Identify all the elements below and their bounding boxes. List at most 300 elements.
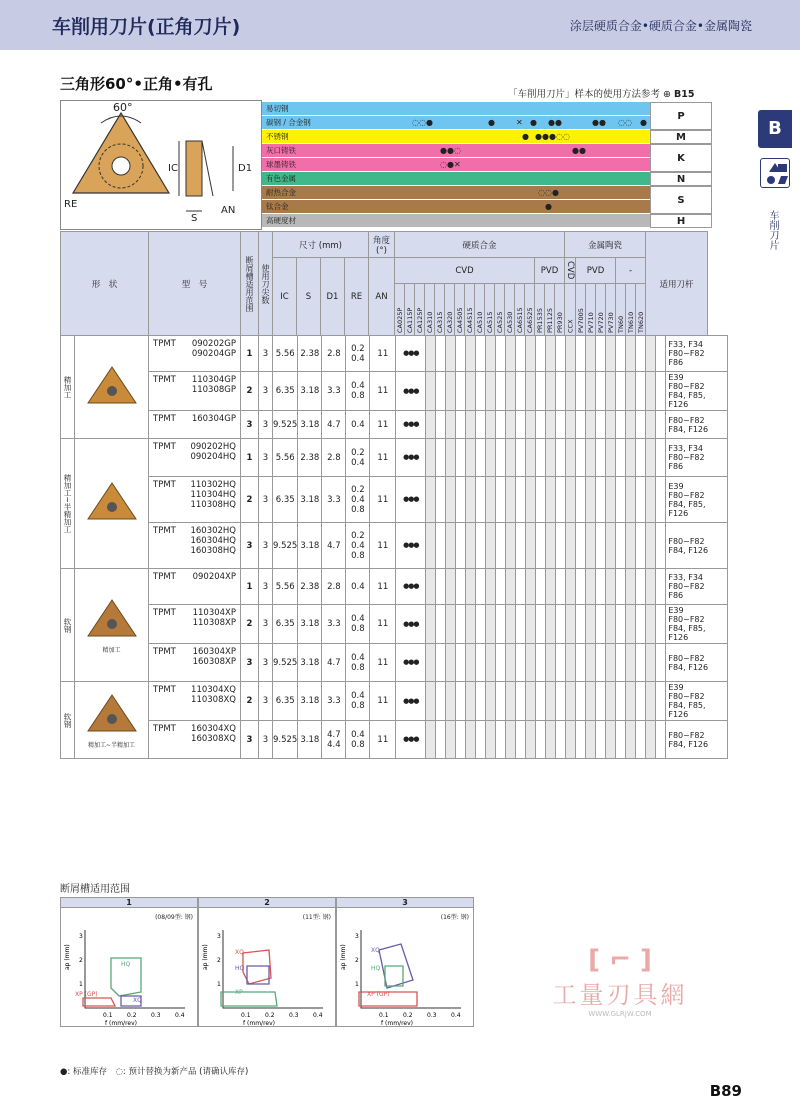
- grade-cell: [466, 523, 476, 569]
- grade-cell: [586, 644, 596, 682]
- an-value: 11: [370, 439, 396, 477]
- grade-cell: [436, 477, 446, 523]
- grade-header: CA115P: [405, 284, 415, 336]
- re-value: 0.2: [351, 484, 365, 495]
- model-cell: [149, 336, 241, 372]
- grade-cell: [646, 336, 656, 372]
- grade-cell: [646, 477, 656, 523]
- grade-cell: [426, 569, 436, 605]
- d1-value: 3.3: [322, 682, 346, 721]
- model-type: TPMT: [153, 442, 176, 452]
- grade-cell: [576, 477, 586, 523]
- material-rating: ◌◌: [618, 118, 632, 127]
- grade-cell: [436, 411, 446, 439]
- ic-value: 6.35: [273, 682, 298, 721]
- grade-header: PV720: [596, 284, 606, 336]
- holder-line: E39: [668, 373, 684, 382]
- material-rating: ●: [640, 118, 647, 127]
- table-row[interactable]: [61, 569, 728, 605]
- re-value: 0.2: [351, 343, 365, 354]
- model-code: 160304XQ: [191, 724, 236, 734]
- grade-cell: [566, 336, 576, 372]
- holder-cell: [666, 682, 728, 721]
- grade-cell: [626, 682, 636, 721]
- material-row: 有色金属: [262, 172, 650, 186]
- insert-shape-icon: [760, 158, 790, 188]
- grade-header: CA515: [485, 284, 495, 336]
- table-row[interactable]: [61, 439, 728, 477]
- grade-cell: [506, 439, 516, 477]
- grade-cell: [396, 682, 426, 721]
- corners-value: 3: [259, 605, 273, 644]
- table-row[interactable]: [61, 523, 728, 569]
- grade-cell: [616, 477, 626, 523]
- grade-cell: [546, 569, 556, 605]
- grade-cell: [446, 477, 456, 523]
- grade-header: CA510: [475, 284, 485, 336]
- page-header: [0, 0, 800, 50]
- grade-cell: [536, 644, 546, 682]
- d1-value: [322, 721, 346, 759]
- model-cell: [149, 605, 241, 644]
- grade-header: CA320: [445, 284, 455, 336]
- chart-number: 3: [337, 898, 473, 908]
- grade-cell: [396, 721, 426, 759]
- grade-cell: [546, 372, 556, 411]
- holder-line: F80~F82: [668, 692, 705, 701]
- material-group-p: P: [650, 102, 712, 130]
- holder-line: F84, F85, F126: [668, 624, 706, 642]
- holder-cell: [666, 721, 728, 759]
- grade-cell: [576, 569, 586, 605]
- material-rating: ●●◌: [440, 146, 461, 155]
- grade-cell: [506, 336, 516, 372]
- grade-cell: [396, 336, 426, 372]
- holder-line: F80~F82: [668, 415, 705, 425]
- grade-header: CCX: [565, 284, 576, 336]
- d1-value: 3.3: [322, 372, 346, 411]
- chip-range-label: HQ: [121, 961, 131, 968]
- grade-cell: [506, 411, 516, 439]
- table-row[interactable]: [61, 336, 728, 372]
- grade-cell: [516, 411, 526, 439]
- grade-cell: [516, 439, 526, 477]
- s-value: 3.18: [298, 682, 322, 721]
- re-cell: [346, 682, 370, 721]
- corners-value: 3: [259, 411, 273, 439]
- grade-cell: [496, 523, 506, 569]
- model-code: 110304HQ: [190, 490, 236, 500]
- grade-cell: [426, 336, 436, 372]
- y-tick: 2: [355, 957, 359, 964]
- grade-cell: [466, 644, 476, 682]
- col-chip-range: 断屑槽适用范围: [241, 232, 259, 336]
- y-tick: 3: [79, 933, 83, 940]
- grade-cell: [446, 336, 456, 372]
- x-tick: 0.1: [103, 1012, 113, 1019]
- x-axis-label: f (mm/rev): [243, 1020, 275, 1026]
- grade-cell: [636, 336, 646, 372]
- col-cvd2: CVD: [565, 258, 576, 284]
- grade-cell: [546, 644, 556, 682]
- grade-cell: [626, 477, 636, 523]
- material-group-s: S: [650, 186, 712, 214]
- chart-plot: [337, 908, 473, 1026]
- grade-cell: [656, 721, 666, 759]
- grade-cell: [466, 721, 476, 759]
- an-value: 11: [370, 569, 396, 605]
- material-group-k: K: [650, 144, 712, 172]
- ref-note[interactable]: [508, 86, 695, 100]
- corners-value: 3: [259, 439, 273, 477]
- grade-cell: [656, 569, 666, 605]
- page-subtitle: 涂层硬质合金•硬质合金•金属陶瓷: [569, 19, 752, 33]
- grade-cell: [576, 523, 586, 569]
- watermark-url: WWW.GLRJW.COM: [588, 1010, 652, 1018]
- s-value: 2.38: [298, 569, 322, 605]
- grade-cell: [526, 411, 536, 439]
- grade-cell: [476, 682, 486, 721]
- side-label: 车削刀片: [767, 210, 778, 250]
- insert-image: [75, 336, 149, 439]
- grade-cell: [626, 439, 636, 477]
- table-row[interactable]: [61, 682, 728, 721]
- grade-cell: [576, 336, 586, 372]
- grade-cell: [486, 477, 496, 523]
- model-cell: [149, 682, 241, 721]
- model-code: 160308XQ: [191, 734, 236, 744]
- grade-cell: [636, 605, 646, 644]
- grade-cell: [606, 644, 616, 682]
- grade-cell: [636, 372, 646, 411]
- grade-cell: [616, 372, 626, 411]
- chip-range-label: XQ: [133, 997, 142, 1004]
- grade-cell: [566, 569, 576, 605]
- holder-line: F80~F82: [668, 653, 705, 663]
- grade-cell: [556, 439, 566, 477]
- material-row: 碳钢 / 合金钢: [262, 116, 650, 130]
- grade-cell: [516, 569, 526, 605]
- grade-cell: [576, 411, 586, 439]
- grade-cell: [476, 644, 486, 682]
- grade-cell: [436, 644, 446, 682]
- d1-value: 3.3: [322, 605, 346, 644]
- holder-cell: [666, 372, 728, 411]
- corners-value: 3: [259, 569, 273, 605]
- grade-cell: [476, 605, 486, 644]
- grade-cell: [576, 439, 586, 477]
- model-code: 090204GP: [191, 349, 236, 359]
- col-s: S: [297, 258, 321, 336]
- grade-cell: [436, 523, 446, 569]
- re-cell: [346, 523, 370, 569]
- grade-cell: [496, 372, 506, 411]
- re-value: 0.8: [351, 504, 365, 515]
- grade-cell: [436, 721, 446, 759]
- arrow-right-icon: ⊕: [663, 89, 672, 100]
- grade-cell: [556, 523, 566, 569]
- table-row[interactable]: [61, 372, 728, 411]
- grade-cell: [586, 372, 596, 411]
- grade-cell: [586, 605, 596, 644]
- grade-cell: [536, 336, 546, 372]
- grade-cell: [496, 644, 506, 682]
- corners-value: 3: [259, 644, 273, 682]
- grade-cell: [546, 721, 556, 759]
- group-label: 软钢: [61, 569, 75, 682]
- holder-line: F33, F34: [668, 340, 703, 349]
- re-value: 4.7: [327, 729, 341, 740]
- grade-cell: [596, 439, 606, 477]
- y-tick: 3: [217, 933, 221, 940]
- grade-cell: [436, 336, 446, 372]
- y-tick: 1: [355, 981, 359, 988]
- grade-cell: [576, 682, 586, 721]
- grade-cell: [396, 644, 426, 682]
- grade-cell: [606, 477, 616, 523]
- s-value: 3.18: [298, 721, 322, 759]
- grade-cell: [526, 644, 536, 682]
- grade-cell: [626, 644, 636, 682]
- holder-cell: [666, 411, 728, 439]
- grade-cell: [556, 336, 566, 372]
- grade-header: CA125P: [415, 284, 425, 336]
- d1-value: 4.7: [322, 644, 346, 682]
- grade-cell: [536, 682, 546, 721]
- chart-number: 2: [199, 898, 335, 908]
- model-type: TPMT: [153, 339, 176, 349]
- table-row[interactable]: [61, 477, 728, 523]
- re-cell: [346, 411, 370, 439]
- grade-cell: [446, 682, 456, 721]
- grade-cell: [496, 569, 506, 605]
- grade-cell: [606, 605, 616, 644]
- grade-cell: [596, 682, 606, 721]
- material-group-m: M: [650, 130, 712, 144]
- material-rating: ◌◌●: [412, 118, 433, 127]
- corners-value: 3: [259, 372, 273, 411]
- holder-line: F80~F82: [668, 349, 705, 358]
- watermark-text: 工量刃具網: [552, 981, 688, 1009]
- grade-cell: [496, 477, 506, 523]
- grade-cell: [426, 523, 436, 569]
- grade-cell: [536, 523, 546, 569]
- x-tick: 0.1: [241, 1012, 251, 1019]
- grade-header: PV730: [606, 284, 616, 336]
- ref-note-text: 「车削用刀片」样本的使用方法参考: [508, 89, 661, 100]
- holder-line: F80~F82: [668, 453, 705, 462]
- model-cell: [149, 372, 241, 411]
- grade-cell: [396, 411, 426, 439]
- col-shape: 形 状: [61, 232, 149, 336]
- table-row[interactable]: [61, 644, 728, 682]
- x-tick: 0.3: [151, 1012, 161, 1019]
- d1-value: 4.7: [322, 523, 346, 569]
- col-corners: 使用刀尖数: [259, 232, 273, 336]
- table-row[interactable]: [61, 605, 728, 644]
- grade-cell: [636, 569, 646, 605]
- material-rating: ●●: [548, 118, 562, 127]
- re-value: 0.8: [351, 550, 365, 561]
- grade-cell: [646, 569, 656, 605]
- grade-cell: [556, 569, 566, 605]
- y-tick: 2: [217, 957, 221, 964]
- grade-cell: [476, 721, 486, 759]
- grade-cell: [566, 372, 576, 411]
- insert-image: [75, 682, 149, 759]
- chip-range-label: XQ: [235, 949, 244, 956]
- stock-dots: ●●●: [403, 735, 419, 743]
- legend: ●: 标准库存 ◌: 预计替换为新产品 (请确认库存): [60, 1067, 249, 1077]
- grade-cell: [516, 477, 526, 523]
- grade-cell: [426, 372, 436, 411]
- chip-range-value: 2: [241, 682, 259, 721]
- grade-cell: [516, 372, 526, 411]
- grade-cell: [616, 411, 626, 439]
- an-value: 11: [370, 721, 396, 759]
- stock-dots: ●●●: [403, 696, 419, 705]
- grade-cell: [446, 372, 456, 411]
- grade-cell: [436, 372, 446, 411]
- holder-line: F84, F126: [668, 545, 709, 555]
- x-tick: 0.3: [427, 1012, 437, 1019]
- grade-cell: [476, 411, 486, 439]
- model-type: TPMT: [153, 526, 176, 536]
- grade-cell: [586, 569, 596, 605]
- chip-range-value: 1: [241, 336, 259, 372]
- s-label: S: [191, 213, 198, 224]
- grade-cell: [456, 721, 466, 759]
- an-value: 11: [370, 523, 396, 569]
- grade-cell: [656, 411, 666, 439]
- grade-cell: [456, 644, 466, 682]
- grade-cell: [616, 605, 626, 644]
- grade-cell: [596, 569, 606, 605]
- grade-cell: [426, 439, 436, 477]
- grade-cell: [656, 372, 666, 411]
- insert-diagram: [60, 100, 262, 230]
- table-row[interactable]: [61, 721, 728, 759]
- grade-cell: [506, 682, 516, 721]
- grade-cell: [486, 569, 496, 605]
- grade-cell: [436, 605, 446, 644]
- grade-cell: [496, 411, 506, 439]
- holder-line: F33, F34: [668, 444, 703, 453]
- grade-cell: [426, 682, 436, 721]
- holder-line: F84, F85, F126: [668, 499, 706, 518]
- grade-cell: [596, 336, 606, 372]
- col-holder: 适用刀杆: [646, 232, 708, 336]
- model-code: 110304XQ: [191, 685, 236, 695]
- grade-cell: [516, 644, 526, 682]
- holder-line: F80~F82: [668, 536, 705, 546]
- material-rating: ✕: [516, 118, 523, 127]
- chip-range-area: [221, 992, 277, 1006]
- grade-cell: [606, 721, 616, 759]
- grade-header: CA315: [435, 284, 445, 336]
- model-code: 110308XP: [192, 618, 236, 628]
- grade-cell: [626, 523, 636, 569]
- holder-line: F84, F126: [668, 739, 709, 749]
- holder-line: F33, F34: [668, 573, 703, 582]
- grade-cell: [596, 411, 606, 439]
- grade-cell: [586, 523, 596, 569]
- section-tab[interactable]: B: [758, 110, 792, 148]
- insert-image: [75, 439, 149, 569]
- grade-cell: [536, 372, 546, 411]
- grade-cell: [486, 336, 496, 372]
- grade-cell: [476, 372, 486, 411]
- grade-cell: [626, 721, 636, 759]
- model-code: 160304HQ: [190, 536, 236, 546]
- grade-cell: [466, 477, 476, 523]
- grade-cell: [446, 569, 456, 605]
- chip-range-chart: [336, 897, 474, 1027]
- grade-cell: [636, 411, 646, 439]
- grade-cell: [576, 721, 586, 759]
- chip-range-chart: [60, 897, 198, 1027]
- grade-cell: [556, 721, 566, 759]
- chip-range-title: 断屑槽适用范围: [60, 884, 130, 895]
- chip-range-label: XP (GP): [367, 991, 390, 998]
- an-value: 11: [370, 477, 396, 523]
- grade-cell: [636, 439, 646, 477]
- grade-cell: [456, 439, 466, 477]
- grade-cell: [646, 411, 656, 439]
- s-value: 2.38: [298, 439, 322, 477]
- grade-cell: [626, 569, 636, 605]
- grade-cell: [426, 605, 436, 644]
- model-type: TPMT: [153, 608, 176, 618]
- material-rating: ●: [530, 118, 537, 127]
- grade-cell: [526, 682, 536, 721]
- col-re: RE: [345, 258, 369, 336]
- grade-cell: [486, 439, 496, 477]
- holder-line: E39: [668, 606, 684, 615]
- holder-cell: [666, 336, 728, 372]
- d1-value: 2.8: [322, 336, 346, 372]
- an-value: 11: [370, 336, 396, 372]
- grade-cell: [566, 411, 576, 439]
- angle-label: 60°: [113, 101, 133, 114]
- ic-value: 5.56: [273, 439, 298, 477]
- y-tick: 1: [217, 981, 221, 988]
- holder-line: F84, F85, F126: [668, 391, 706, 409]
- chip-range-value: 2: [241, 605, 259, 644]
- section-title: 三角形60°•正角•有孔: [60, 75, 213, 93]
- material-group-h: H: [650, 214, 712, 228]
- an-value: 11: [370, 411, 396, 439]
- holder-line: F80~F82: [668, 730, 705, 740]
- grade-cell: [616, 721, 626, 759]
- grade-cell: [486, 721, 496, 759]
- re-value: 0.4: [351, 381, 365, 391]
- corners-value: 3: [259, 477, 273, 523]
- grade-cell: [466, 439, 476, 477]
- ic-value: 9.525: [273, 411, 298, 439]
- table-row[interactable]: [61, 411, 728, 439]
- grade-cell: [486, 682, 496, 721]
- grade-cell: [576, 605, 586, 644]
- model-code: 160304GP: [191, 414, 236, 424]
- model-type: TPMT: [153, 414, 176, 424]
- grade-cell: [456, 605, 466, 644]
- grade-header: CA6525: [525, 284, 535, 336]
- d1-value: 2.8: [322, 439, 346, 477]
- chip-range-label: XQ: [371, 947, 380, 954]
- grade-cell: [456, 336, 466, 372]
- grade-cell: [596, 523, 606, 569]
